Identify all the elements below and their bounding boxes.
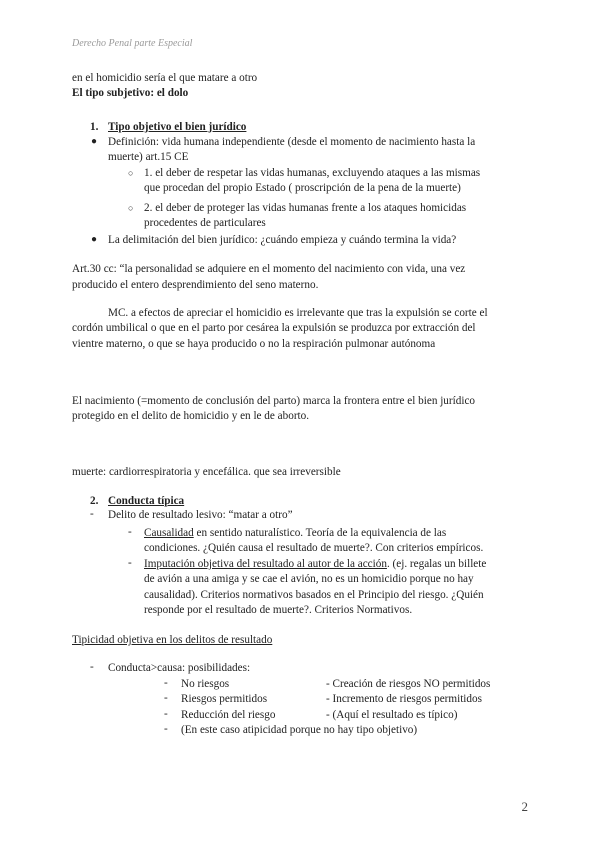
option-left-2: Riesgos permitidos: [181, 693, 268, 705]
circle-bullet: ○: [128, 203, 134, 213]
imputacion-term: Imputación objetiva del resultado al autor de la acción: [144, 558, 387, 570]
bullet2-line: La delimitación del bien jurídico: ¿cuándo empieza y cuándo termina la vida?: [108, 234, 457, 246]
imputacion-line4: responde por el resultado de muerte?. Criterios Normativos.: [144, 604, 413, 616]
sub1-line1: 1. el deber de respetar las vidas humanas, excluyendo ataques a las mismas: [144, 167, 481, 179]
sub1-line2: que procedan del propio Estado ( proscripción de la pena de la muerte): [144, 182, 461, 194]
causalidad-rest: en sentido naturalístico. Teoría de la equivalencia de las: [193, 527, 447, 539]
art30-line1: Art.30 cc: “la personalidad se adquiere en el momento del nacimiento con vida, una vez: [72, 263, 466, 275]
section1-title: Tipo objetivo el bien jurídico: [108, 121, 247, 133]
section2-number: 2.: [90, 495, 99, 507]
bullet1-line1: Definición: vida humana independiente (desde el momento de nacimiento hasta la: [108, 136, 476, 148]
dash-bullet: -: [128, 557, 132, 569]
dash-bullet: -: [164, 708, 168, 720]
nacimiento-line1: El nacimiento (=momento de conclusión del parto) marca la frontera entre el bien jurídico: [72, 395, 476, 407]
mc-line3: vientre materno, o que se haya producido o no la respiración pulmonar autónoma: [72, 338, 436, 350]
dash-bullet: -: [164, 677, 168, 689]
option-right-1: - Creación de riesgos NO permitidos: [326, 678, 491, 690]
causalidad-term: Causalidad: [144, 527, 194, 539]
dash-bullet: -: [90, 508, 94, 520]
mc-line2: cordón umbilical o que en el parto por cesárea la expulsión se produzca por extracción del: [72, 322, 476, 334]
dash-bullet: -: [164, 723, 168, 735]
section1-number: 1.: [90, 121, 99, 133]
dash-bullet: -: [164, 692, 168, 704]
imputacion-line3: causalidad). Criterios normativos basados en el Principio del riesgo. ¿Quién: [144, 589, 484, 601]
section2-dash1: Delito de resultado lesivo: “matar a otro”: [108, 509, 293, 521]
causalidad-line2: condiciones. ¿Quién causa el resultado de muerte?. Con criterios empíricos.: [144, 542, 484, 554]
page-header: Derecho Penal parte Especial: [72, 38, 193, 49]
option-left-1: No riesgos: [181, 678, 230, 690]
option-right-2: - Incremento de riesgos permitidos: [326, 693, 482, 705]
section2-title: Conducta típica: [108, 495, 185, 507]
tipicidad-heading: Tipicidad objetiva en los delitos de resultado: [72, 634, 273, 646]
conducta-line: Conducta>causa: posibilidades:: [108, 662, 251, 674]
dash-bullet: -: [90, 661, 94, 673]
muerte-line: muerte: cardiorrespiratoria y encefálica. que sea irreversible: [72, 466, 341, 478]
mc-line1: MC. a efectos de apreciar el homicidio es irrelevante que tras la expulsión se corte el: [108, 307, 488, 319]
bullet-dot: ●: [91, 136, 98, 147]
dash-bullet: -: [128, 526, 132, 538]
imputacion-line2: de avión a una amiga y se cae el avión, no es un homicidio porque no hay: [144, 573, 474, 585]
imputacion-rest: . (ej. regalas un billete: [386, 558, 487, 570]
dolo-heading: El tipo subjetivo: el dolo: [72, 87, 189, 99]
bullet1-line2: muerte) art.15 CE: [108, 151, 189, 163]
imputacion-line1: [144, 557, 486, 572]
sub2-line1: 2. el deber de proteger las vidas humanas frente a los ataques homicidas: [144, 202, 467, 214]
intro-line: en el homicidio sería el que matare a otro: [72, 72, 258, 84]
page-number: 2: [521, 799, 528, 814]
circle-bullet: ○: [128, 168, 134, 178]
sub2-line2: procedentes de particulares: [144, 217, 266, 229]
option-left-3: Reducción del riesgo: [181, 709, 276, 721]
option-left-4: (En este caso atipicidad porque no hay tipo objetivo): [181, 724, 418, 736]
bullet-dot: ●: [91, 234, 98, 245]
art30-line2: producido el entero desprendimiento del seno materno.: [72, 279, 319, 291]
nacimiento-line2: protegido en el delito de homicidio y en le de aborto.: [72, 410, 310, 422]
option-right-3: - (Aquí el resultado es típico): [326, 709, 458, 721]
causalidad-line1: [144, 526, 446, 541]
